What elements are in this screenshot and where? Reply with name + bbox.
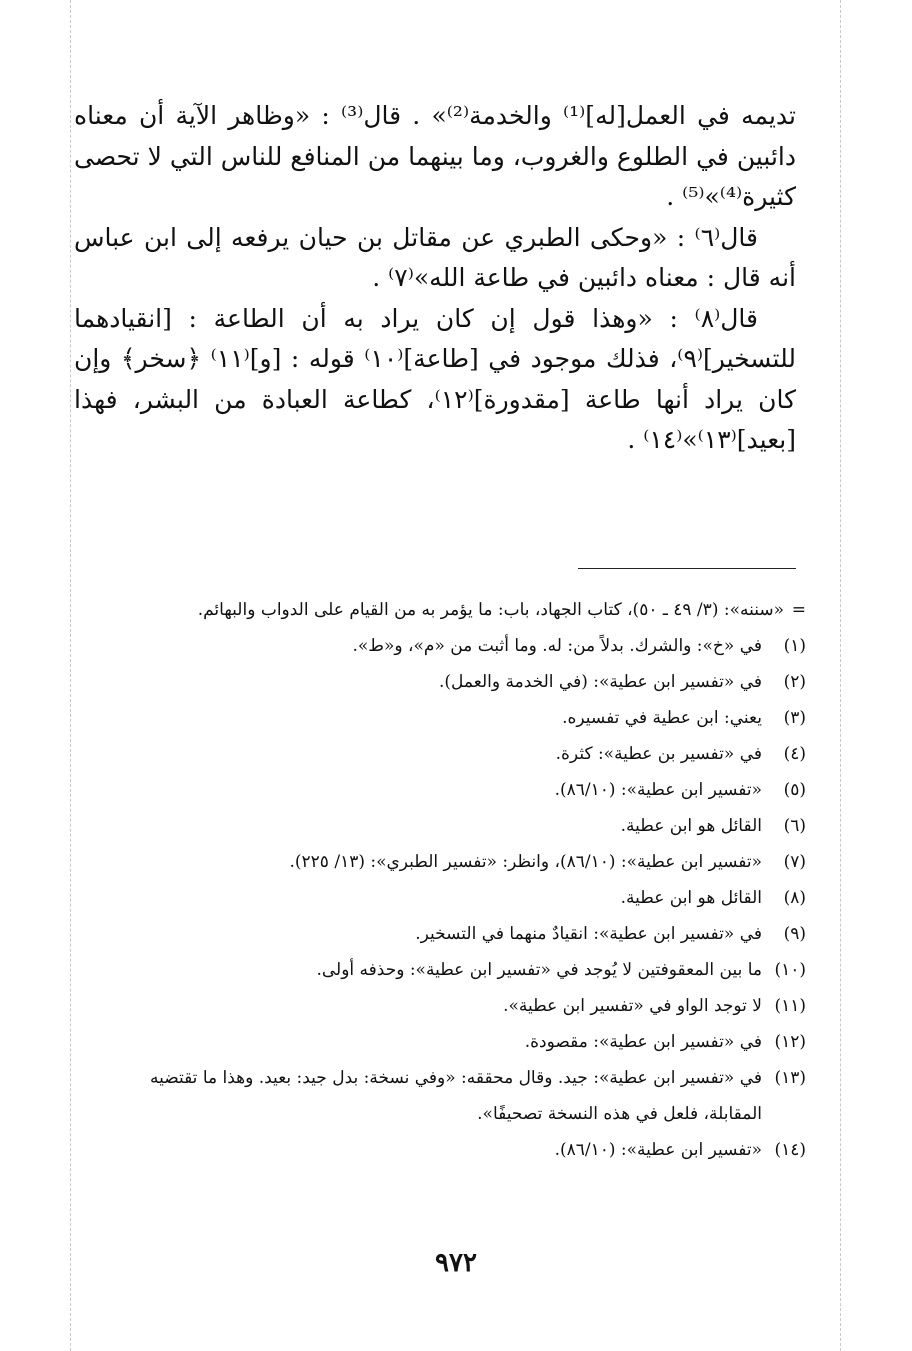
footnote-list [90,628,806,1168]
footnote-number: (١٠) [774,960,806,980]
scan-fold-line-right [840,0,841,1351]
footnote [90,880,806,916]
footnote-text: «تفسير ابن عطية»: (٨٦/١٠). [554,780,762,800]
page-number: ٩٧٢ [435,1248,477,1278]
main-text [74,96,796,461]
footnote-text: يعني: ابن عطية في تفسيره. [562,708,762,728]
footnote-number: (٦) [783,816,806,836]
footnote-number: (٥) [783,780,806,800]
footnote-text: في «تفسير ابن عطية»: (في الخدمة والعمل). [439,672,762,692]
footnote [90,844,806,880]
continuation-marker: = [791,600,806,620]
footnote-text: ما بين المعقوفتين لا يُوجد في «تفسير ابن عطية»: وحذفه أولى. [316,960,762,980]
footnote [90,772,806,808]
footnote-text: «تفسير ابن عطية»: (٨٦/١٠). [554,1140,762,1160]
footnote [90,808,806,844]
footnote-continuation [90,592,806,628]
footnote-text: في «تفسير ابن عطية»: انقيادٌ منهما في التسخير. [415,924,762,944]
footnote [90,700,806,736]
footnote-number: (١) [783,636,806,656]
footnote [90,1024,806,1060]
footnote [90,736,806,772]
footnote [90,664,806,700]
footnote [90,916,806,952]
footnote-number: (٧) [783,852,806,872]
footnote-number: (١١) [774,996,806,1016]
footnote-text: القائل هو ابن عطية. [620,816,762,836]
footnote-number: (١٢) [774,1032,806,1052]
footnote-number: (٤) [783,744,806,764]
footnote-text: في «تفسير بن عطية»: كثرة. [555,744,762,764]
footnote-number: (٩) [783,924,806,944]
footnotes [90,592,806,1168]
footnote-number: (٣) [783,708,806,728]
footnote-text: في «تفسير ابن عطية»: جيد. وقال محققه: «وفي نسخة: بدل جيد: بعيد. وهذا ما تقتضيه المقابلة، فلعل في هذه النسخة تصحيفًا». [149,1068,762,1124]
footnote [90,1132,806,1168]
footnote [90,628,806,664]
footnote-text: في «خ»: والشرك. بدلاً من: له. وما أثبت من «م»، و«ط». [352,636,762,656]
footnote-number: (٨) [783,888,806,908]
scan-fold-line-left [70,0,71,1351]
footnote-number: (١٣) [774,1068,806,1088]
footnote-text: القائل هو ابن عطية. [620,888,762,908]
footnote-separator [578,568,796,569]
footnote-text: في «تفسير ابن عطية»: مقصودة. [524,1032,762,1052]
paragraph: قال⁽٨⁾ : «وهذا قول إن كان يراد به أن الطاعة : [انقيادهما للتسخير]⁽٩⁾، فذلك موجود في [طاعة]⁽١٠⁾ قوله : [و]⁽١١⁾ ﴿سخر﴾ وإن كان يراد أنها طاعة [مقدورة]⁽١٢⁾، كطاعة العبادة من البشر، فهذا [بعيد]⁽١٣⁾»⁽١٤⁾ . [74,303,796,454]
footnote [90,1060,806,1132]
paragraph: قال⁽٦⁾ : «وحكى الطبري عن مقاتل بن حيان يرفعه إلى ابن عباس أنه قال : معناه دائبين في طاعة الله»⁽٧⁾ . [74,222,796,292]
footnote-text: «تفسير ابن عطية»: (٨٦/١٠)، وانظر: «تفسير الطبري»: (١٣/ ٢٢٥). [289,852,762,872]
footnote-text: لا توجد الواو في «تفسير ابن عطية». [503,996,762,1016]
footnote-number: (١٤) [774,1140,806,1160]
footnote [90,952,806,988]
footnote-text: «سننه»: (٣/ ٤٩ ـ ٥٠)، كتاب الجهاد، باب: ما يؤمر به من القيام على الدواب والبهائم. [197,600,784,620]
paragraph: تديمه في العمل[له]⁽¹⁾ والخدمة⁽²⁾» . قال⁽³⁾ : «وظاهر الآية أن معناه دائبين في الطلوع والغروب، وما بينهما من المنافع للناس التي لا تحصى كثيرة⁽⁴⁾»⁽⁵⁾ . [74,101,796,211]
footnote-number: (٢) [783,672,806,692]
footnote [90,988,806,1024]
